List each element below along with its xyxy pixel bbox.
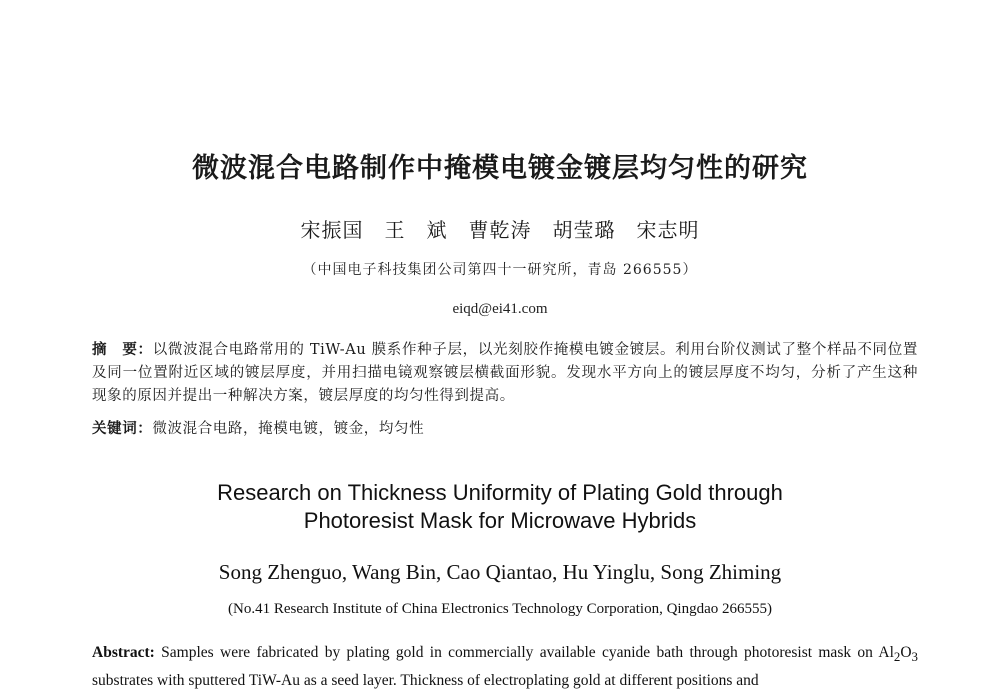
chinese-abstract-text: 以微波混合电路常用的 TiW-Au 膜系作种子层，以光刻胶作掩模电镀金镀层。利用台阶仪测试了整个样品不同位置及同一位置附近区域的镀层厚度，并用扫描电镜观察镀层横截面形貌。发现水平方向上的镀层厚度不均匀，分析了产生这种现象的原因并提出一种解决方案，镀层厚度的均匀性得到提高。 bbox=[92, 342, 919, 404]
english-title bbox=[0, 479, 1000, 535]
english-abstract-text-1: Samples were fabricated by plating gold in commercially available cyanide bath through photoresist mask on Al bbox=[161, 644, 894, 661]
chinese-keywords-label: 关键词： bbox=[92, 421, 153, 437]
english-title-line-2: Photoresist Mask for Microwave Hybrids bbox=[303, 508, 697, 533]
english-abstract-label: Abstract: bbox=[92, 644, 155, 661]
chinese-authors: 宋振国 王 斌 曹乾涛 胡莹璐 宋志明 bbox=[300, 218, 700, 242]
english-abstract-sub-2: 3 bbox=[911, 649, 918, 665]
chinese-abstract-label: 摘 要： bbox=[92, 342, 153, 358]
english-abstract-text-3: substrates with sputtered TiW-Au as a seed layer. Thickness of electroplating gold at different positions and bbox=[92, 672, 759, 690]
english-affiliation: (No.41 Research Institute of China Electronics Technology Corporation, Qingdao 266555) bbox=[228, 601, 772, 617]
chinese-keywords-text: 微波混合电路，掩模电镀，镀金，均匀性 bbox=[152, 421, 425, 437]
chinese-affiliation: （中国电子科技集团公司第四十一研究所，青岛 266555） bbox=[302, 262, 698, 278]
chinese-title: 微波混合电路制作中掩模电镀金镀层均匀性的研究 bbox=[192, 153, 808, 184]
english-authors: Song Zhenguo, Wang Bin, Cao Qiantao, Hu Yinglu, Song Zhiming bbox=[218, 560, 782, 584]
english-abstract-text-2: O bbox=[900, 644, 912, 661]
contact-email[interactable]: eiqd@ei41.com bbox=[452, 301, 548, 317]
english-abstract-sub-1: 2 bbox=[893, 649, 901, 665]
chinese-abstract bbox=[92, 339, 918, 408]
english-abstract bbox=[92, 641, 918, 693]
english-title-line-1: Research on Thickness Uniformity of Plating Gold through bbox=[217, 480, 783, 505]
chinese-keywords bbox=[92, 418, 918, 441]
